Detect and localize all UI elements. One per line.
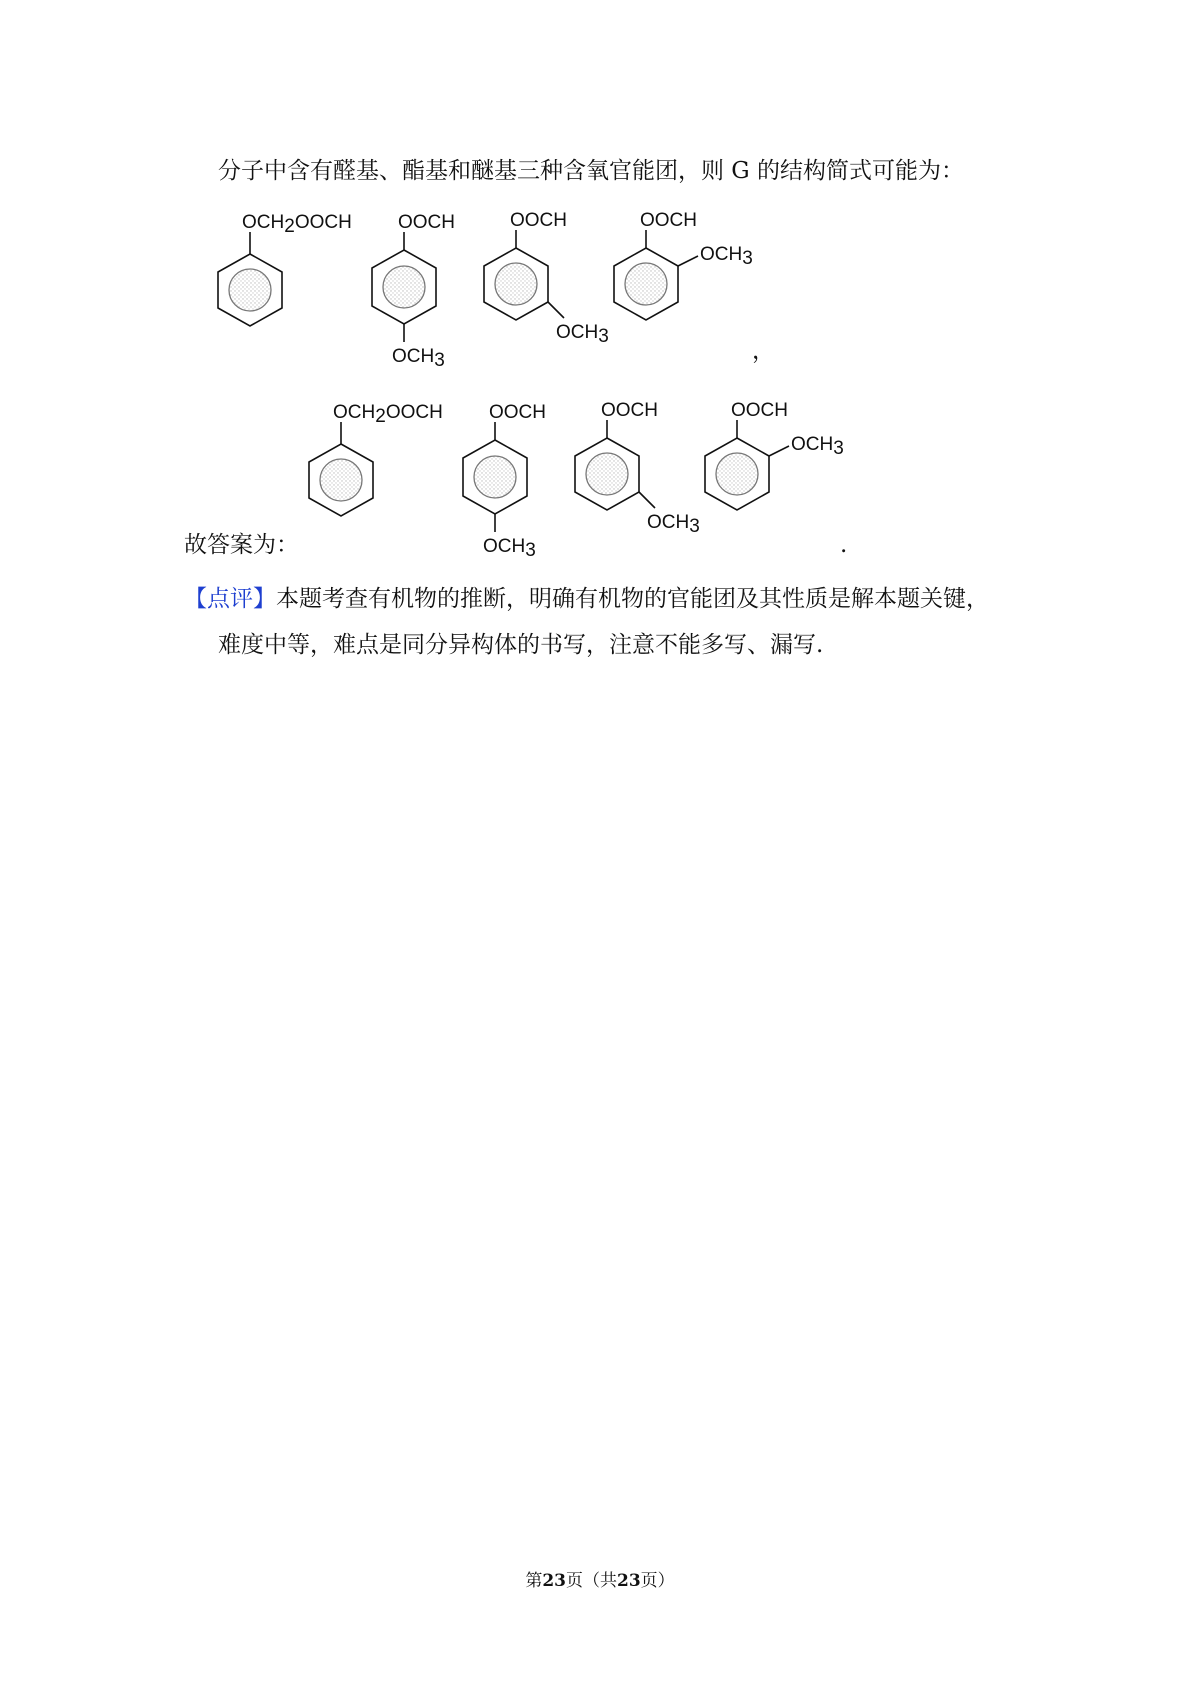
label-ooch: OOCH: [640, 210, 697, 231]
label-ooch: OOCH: [601, 400, 658, 421]
label-ooch: OOCH: [489, 402, 546, 423]
label-ooch: OOCH: [398, 212, 455, 233]
comma: ，: [752, 338, 775, 364]
structure-4: [614, 210, 753, 320]
label-ooch: OOCH: [510, 210, 567, 231]
review-line-1: [184, 584, 989, 614]
structure-1: [309, 402, 443, 516]
structure-row-2-svg: [305, 396, 865, 566]
label-och3: OCH3: [483, 536, 536, 561]
structure-4: [705, 400, 844, 510]
structure-row-1: [214, 206, 774, 376]
footer-mid: 页（共: [566, 1571, 617, 1591]
footer-suffix: 页）: [640, 1571, 675, 1591]
structure-row-2: [305, 396, 865, 566]
footer-page-total: 23: [617, 1571, 641, 1591]
structure-2: [372, 212, 455, 371]
review-line-2: 难度中等，难点是同分异构体的书写，注意不能多写、漏写.: [218, 632, 824, 658]
label-och3: OCH3: [647, 512, 700, 537]
intro-text: 分子中含有醛基、酯基和醚基三种含氧官能团，则 G 的结构简式可能为：: [218, 158, 964, 184]
label-ooch: OOCH: [731, 400, 788, 421]
footer-prefix: 第: [525, 1571, 543, 1591]
label-och3: OCH3: [556, 322, 609, 347]
footer-page-num: 23: [542, 1571, 566, 1591]
label-och2ooch: OCH2OOCH: [333, 402, 443, 427]
label-och3: OCH3: [700, 244, 753, 269]
label-och3: OCH3: [791, 434, 844, 459]
review-tag: 【点评】: [184, 586, 276, 612]
structure-1: [218, 212, 352, 326]
answer-period: .: [840, 532, 848, 558]
structure-2: [463, 402, 546, 561]
review-text-1: 本题考查有机物的推断，明确有机物的官能团及其性质是解本题关键，: [276, 586, 989, 612]
page-footer: [0, 1566, 1200, 1591]
label-och2ooch: OCH2OOCH: [242, 212, 352, 237]
label-och3: OCH3: [392, 346, 445, 371]
structure-3: [484, 210, 609, 347]
structure-row-1-svg: [214, 206, 774, 376]
answer-label: 故答案为：: [184, 532, 299, 558]
structure-3: [575, 400, 700, 537]
